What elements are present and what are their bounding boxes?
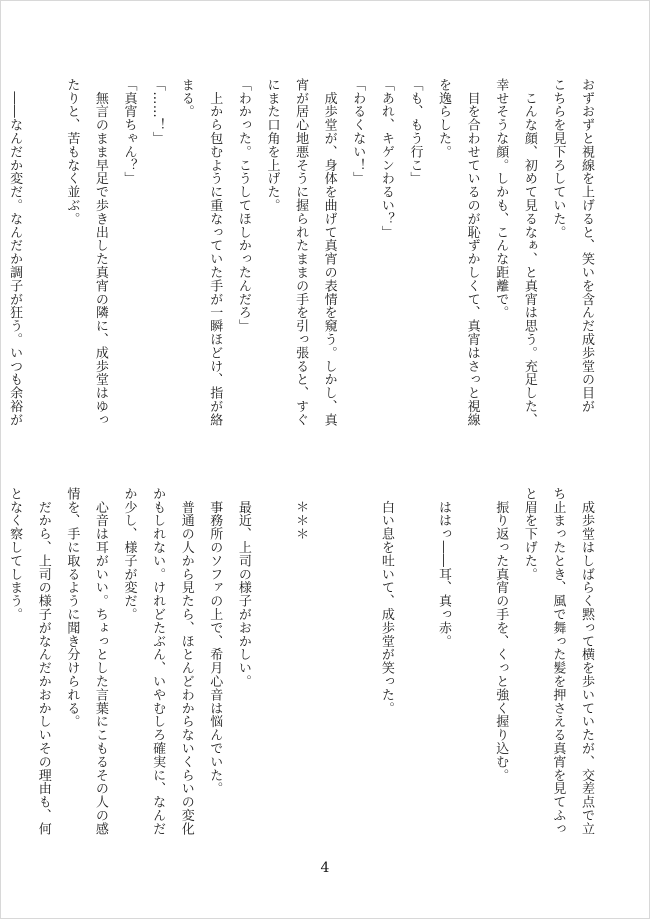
text-line: こんな顔、初めて見るなぁ、と真宵は思う。充足した、 <box>521 78 537 427</box>
text-line: か少し、様子が変だ。 <box>121 487 137 621</box>
text-line: となく察してしまう。 <box>7 487 23 621</box>
text-line: ＊＊＊ <box>293 487 309 541</box>
text-line: 白い息を吐いて、成歩堂が笑った。 <box>378 487 394 715</box>
text-line: たりと、苦もなく並ぶ。 <box>64 78 80 226</box>
text-line <box>28 78 57 450</box>
text-line: 心音は耳がいい。ちょっとした言葉にこもるその人の感 <box>92 487 108 836</box>
text-line: 成歩堂はしばらく黙って横を歩いていたが、交差点で立 <box>579 487 594 836</box>
text-line: 上から包むように重なっていた手が一瞬ほどけ、指が絡 <box>207 78 223 427</box>
text-line: 最近、上司の様子がおかしい。 <box>235 487 251 688</box>
text-line: 事務所のソファの上で、希月心音は悩んでいた。 <box>207 487 223 796</box>
text-line: おずおずと視線を上げると、笑いを含んだ成歩堂の目が <box>579 78 594 413</box>
text-line: 「わるくない！」 <box>350 78 366 186</box>
text-line: 宵が居心地悪そうに握られたままの手を引っ張ると、すぐ <box>293 78 309 427</box>
text-line: と眉を下げた。 <box>521 487 537 581</box>
text-line: 「……！」 <box>150 78 166 145</box>
text-line <box>314 487 343 837</box>
text-line: を逸らした。 <box>436 78 452 159</box>
text-line: ははっ――耳、真っ赤。 <box>436 487 452 648</box>
text-line: 「わかった。こうしてほしかったんだろ」 <box>235 78 251 333</box>
text-line: 普通の人から見たら、ほとんどわからないくらいの変化 <box>178 487 194 836</box>
text-line: ち止まったとき、風で舞った髪を押さえる真宵を見てふっ <box>550 487 566 836</box>
text-line <box>343 487 372 837</box>
text-line <box>257 487 286 837</box>
text-line: 「あれ、キゲンわるい？」 <box>378 78 394 239</box>
text-line: にまた口角を上げた。 <box>264 78 280 212</box>
text-line: 幸せそうな顔。しかも、こんな距離で。 <box>493 78 509 320</box>
text-line: 「真宵ちゃん？」 <box>121 78 137 186</box>
text-line: だから、上司の様子がなんだかおかしいその理由も、何 <box>35 487 51 836</box>
text-line: 「も、もう行こ」 <box>407 78 423 186</box>
lower-text-column <box>7 487 600 837</box>
text-line: かもしれない。けれどたぶん、いやむしろ確実に、なんだ <box>150 487 166 836</box>
text-line: 無言のまま早足で歩き出した真宵の隣に、成歩堂はゆっ <box>92 78 108 427</box>
text-line: 情を、手に取るように聞き分けられる。 <box>64 487 80 729</box>
text-line: こちらを見下ろしていた。 <box>550 78 566 239</box>
page-number: 4 <box>320 860 330 876</box>
text-line: 成歩堂が、身体を曲げて真宵の表情を窺う。しかし、真 <box>321 78 337 427</box>
text-line: 目を合わせているのが恥ずかしくて、真宵はさっと視線 <box>464 78 480 427</box>
upper-text-column <box>7 78 600 450</box>
text-line <box>400 487 429 837</box>
text-line: 振り返った真宵の手を、くっと強く握り込む。 <box>493 487 509 782</box>
text-line <box>457 487 486 837</box>
text-line: まる。 <box>178 78 194 119</box>
text-line: ――なんだか変だ。なんだか調子が狂う。いつも余裕が <box>7 78 23 427</box>
